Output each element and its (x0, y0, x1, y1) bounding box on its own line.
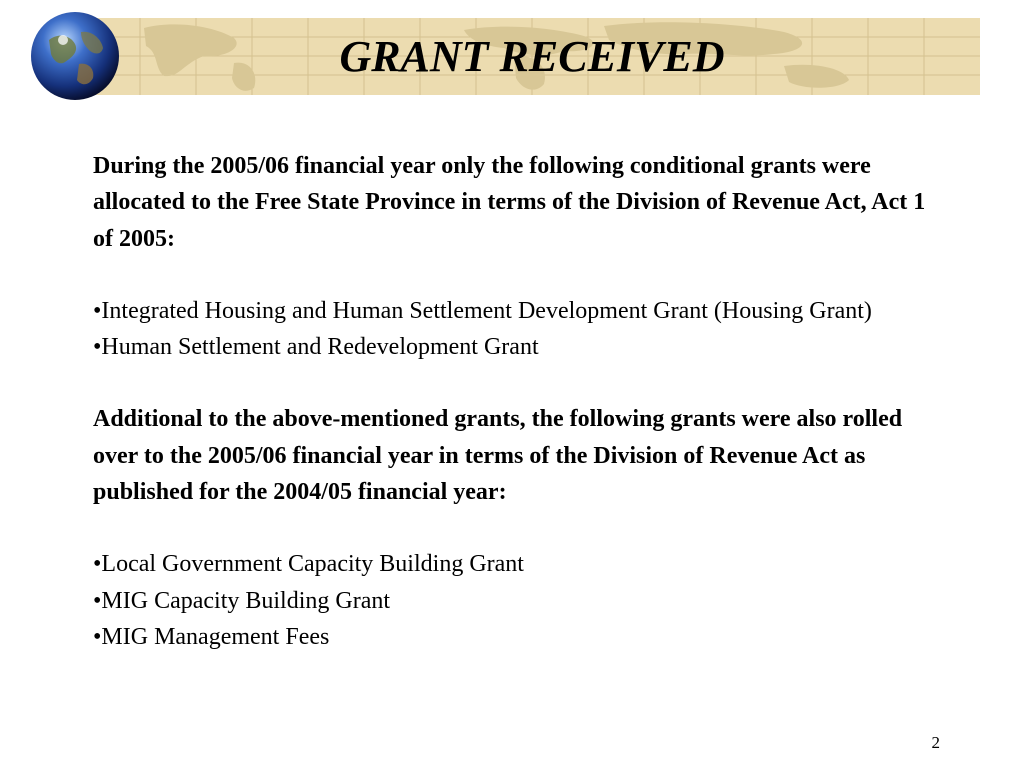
spacer (93, 365, 933, 401)
slide-title: GRANT RECEIVED (339, 32, 725, 81)
list-item: •Integrated Housing and Human Settlement Development Grant (Housing Grant) (93, 297, 872, 324)
list-item: •MIG Management Fees (93, 623, 330, 650)
additional-paragraph: Additional to the above-mentioned grants, the following grants were also rolled over to the 2005/06 financial year in terms of the Division of Revenue Act as published for the 2004/05 financial year: (93, 406, 903, 506)
page-number: 2 (931, 733, 940, 752)
slide-body (93, 148, 933, 655)
spacer (93, 510, 933, 546)
list-item: •Human Settlement and Redevelopment Grant (93, 334, 539, 361)
list-item: •MIG Capacity Building Grant (93, 587, 391, 614)
intro-paragraph: During the 2005/06 financial year only the following conditional grants were allocated to the Free State Province in terms of the Division of Revenue Act, Act 1 of 2005: (93, 153, 926, 252)
list-item: •Local Government Capacity Building Grant (93, 551, 524, 578)
spacer (93, 257, 933, 293)
